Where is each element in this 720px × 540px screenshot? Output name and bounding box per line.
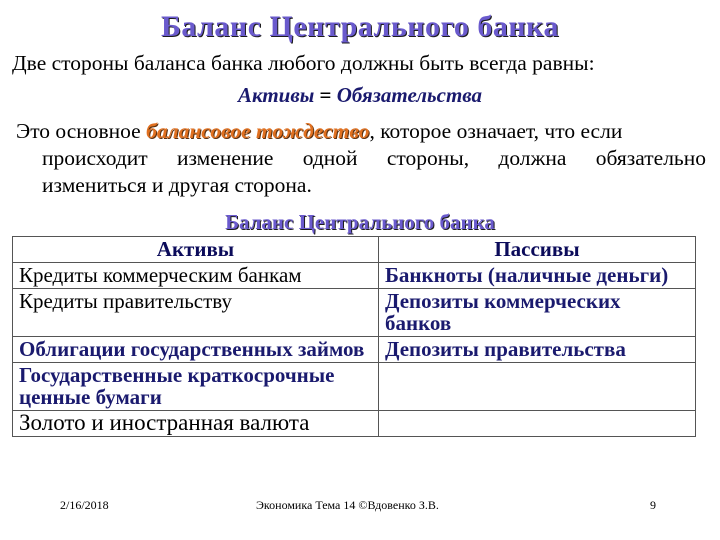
liabilities-cell: Банкноты (наличные деньги) xyxy=(378,263,695,289)
balance-table xyxy=(12,236,696,437)
table-title: Баланс Центрального банка xyxy=(225,210,495,234)
table-row xyxy=(13,363,696,411)
table-row xyxy=(13,411,696,437)
balance-equation xyxy=(0,83,720,108)
liabilities-cell: Депозиты правительства xyxy=(378,337,695,363)
header-assets: Активы xyxy=(13,237,379,263)
liabilities-cell xyxy=(378,363,695,411)
equation-right: Обязательства xyxy=(336,83,483,107)
table-row xyxy=(13,263,696,289)
liabilities-cell xyxy=(378,411,695,437)
paragraph-line-3: измениться и другая сторона. xyxy=(42,173,312,197)
assets-cell: Золото и иностранная валюта xyxy=(13,411,379,437)
equation-sign: = xyxy=(319,83,332,107)
explanation-paragraph xyxy=(16,118,706,199)
table-row xyxy=(13,337,696,363)
intro-text: Две стороны баланса банка любого должны быть всегда равны: xyxy=(12,51,595,75)
assets-cell: Кредиты коммерческим банкам xyxy=(13,263,379,289)
footer-page-number: 9 xyxy=(650,498,656,512)
assets-cell: Государственные краткосрочные ценные бумаги xyxy=(13,363,379,411)
liabilities-cell: Депозиты коммерческих банков xyxy=(378,289,695,337)
header-liabilities: Пассивы xyxy=(378,237,695,263)
assets-cell: Облигации государственных займов xyxy=(13,337,379,363)
footer-date: 2/16/2018 xyxy=(60,498,109,512)
slide-title: Баланс Центрального банка xyxy=(161,10,559,43)
equation-left: Активы xyxy=(237,83,315,107)
footer-course: Экономика Тема 14 ©Вдовенко З.В. xyxy=(256,498,439,512)
balance-identity-term: балансовое тождество xyxy=(146,119,370,143)
paragraph-line-1: Это основное балансовое тождество, которое означает, что если xyxy=(16,119,623,143)
table-header-row xyxy=(13,237,696,263)
paragraph-line-2: происходит изменение одной стороны, должна обязательно xyxy=(42,146,706,170)
table-row xyxy=(13,289,696,337)
assets-cell: Кредиты правительству xyxy=(13,289,379,337)
